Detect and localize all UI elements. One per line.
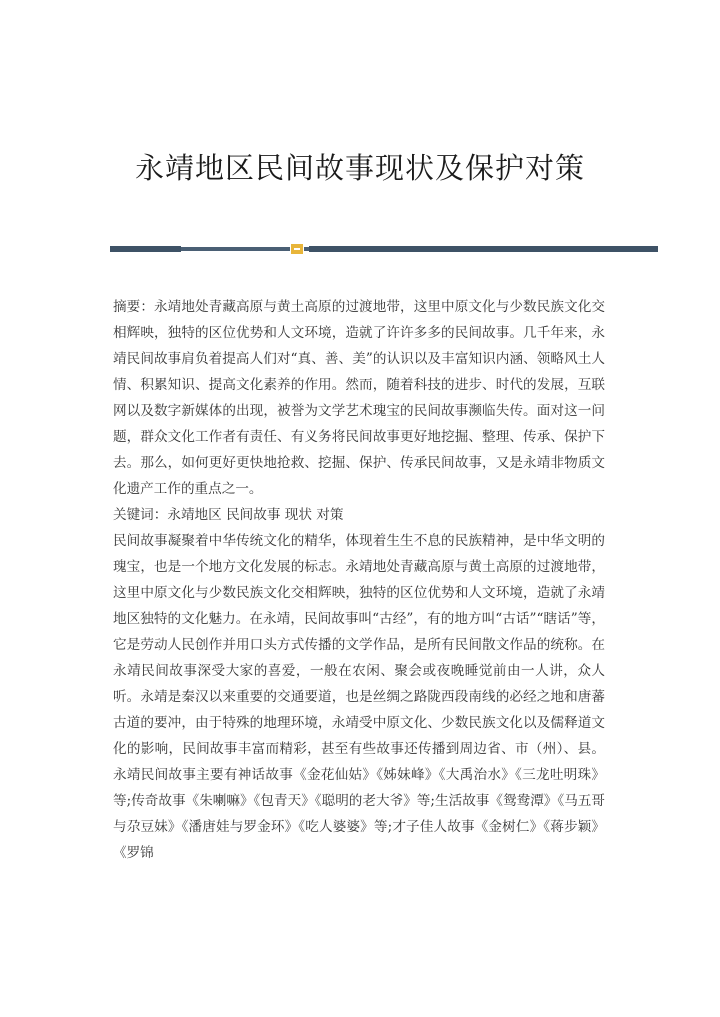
title-divider — [110, 246, 658, 252]
abstract-paragraph: 摘要：永靖地处青藏高原与黄土高原的过渡地带，这里中原文化与少数民族文化交相辉映，独特的区位优势和人文环境，造就了许许多多的民间故事。几千年来，永靖民间故事肩负着提高人们对“真、善、美”的认识以及丰富知识内涵、领略风土人情、积累知识、提高文化素养的作用。然而，随着科技的进步、时代的发展，互联网以及数字新媒体的出现，被誉为文学艺术瑰宝的民间故事濒临失传。面对这一问题，群众文化工作者有责任、有义务将民间故事更好地挖掘、整理、传承、保护下去。那么，如何更好更快地抢救、挖掘、保护、传承民间故事，又是永靖非物质文化遗产工作的重点之一。 — [113, 299, 605, 497]
keywords-line: 关键词：永靖地区 民间故事 现状 对策 — [113, 507, 344, 523]
divider-bar-left — [110, 246, 181, 252]
divider-bar-right — [309, 246, 658, 252]
body-paragraph: 民间故事凝聚着中华传统文化的精华，体现着生生不息的民族精神，是中华文明的瑰宝，也是一个地方文化发展的标志。永靖地处青藏高原与黄土高原的过渡地带，这里中原文化与少数民族文化交相辉映，独特的区位优势和人文环境，造就了永靖地区独特的文化魅力。在永靖，民间故事叫“古经”，有的地方叫“古话”“瞎话”等，它是劳动人民创作并用口头方式传播的文学作品，是所有民间散文作品的统称。在永靖民间故事深受大家的喜爱，一般在农闲、聚会或夜晚睡觉前由一人讲，众人听。永靖是秦汉以来重要的交通要道，也是丝绸之路陇西段南线的必经之地和唐蕃古道的要冲，由于特殊的地理环境，永靖受中原文化、少数民族文化以及儒释道文化的影响，民间故事丰富而精彩，甚至有些故事还传播到周边省、市（州）、县。永靖民间故事主要有神话故事《金花仙姑》《姊妹峰》《大禹治水》《三龙吐明珠》等;传奇故事《朱喇嘛》《包青天》《聪明的老大爷》等;生活故事《鸳鸯潭》《马五哥与尕豆妹》《潘唐娃与罗金环》《吃人婆婆》等;才子佳人故事《金树仁》《蒋步颖》《罗锦 — [113, 533, 605, 861]
divider-emblem-icon — [290, 243, 304, 255]
page-title: 永靖地区民间故事现状及保护对策 — [134, 151, 585, 185]
document-body — [113, 294, 605, 866]
